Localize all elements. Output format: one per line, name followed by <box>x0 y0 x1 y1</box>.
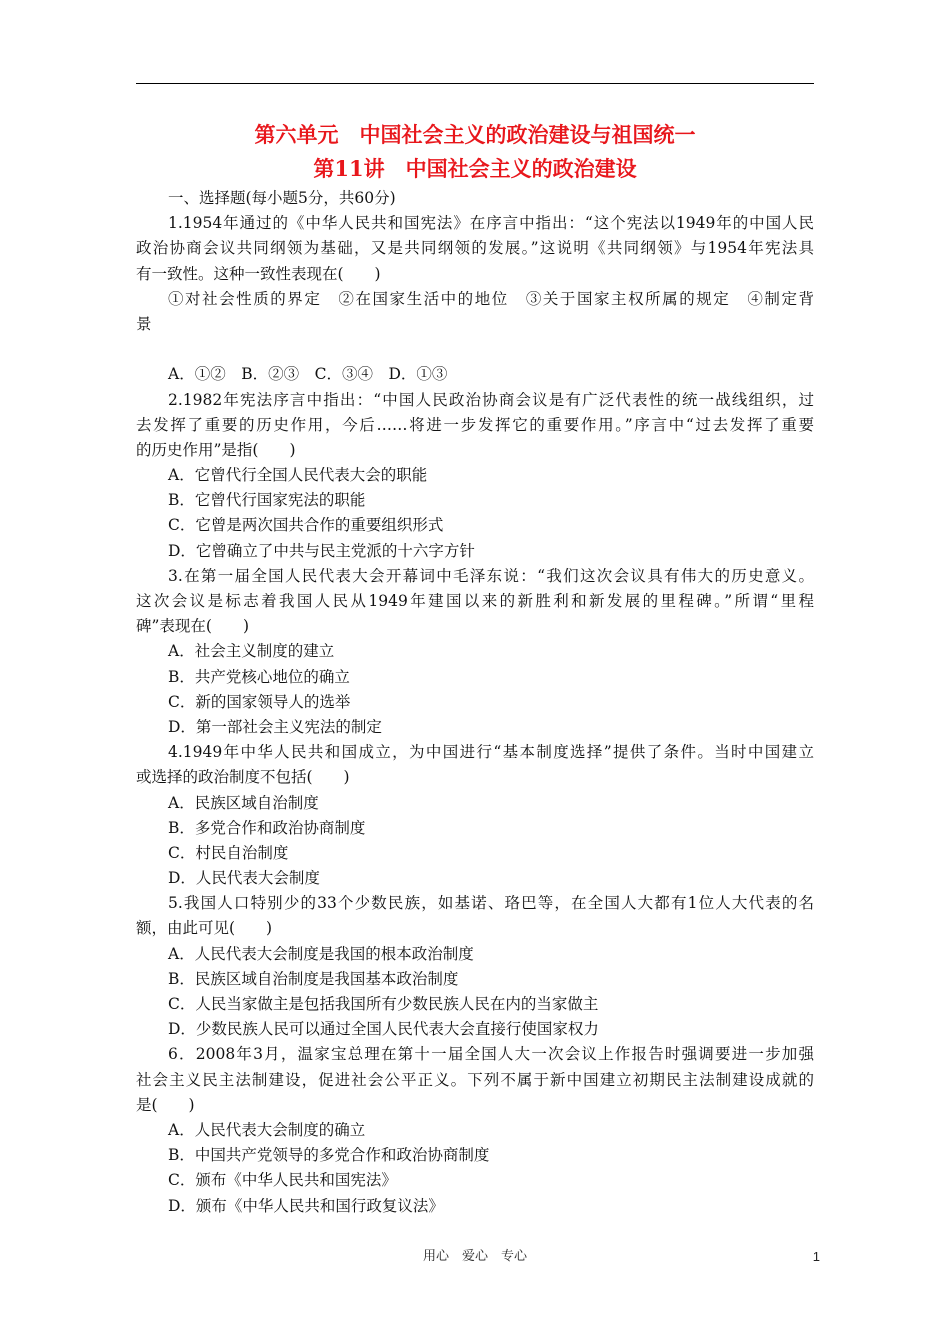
question-stem-line: 6．2008年3月，温家宝总理在第十一届全国人大一次会议上作报告时强调要进一步加强 <box>168 1045 814 1064</box>
option-c: C．村民自治制度 <box>168 843 289 862</box>
section-heading: 一、选择题(每小题5分，共60分) <box>168 189 396 207</box>
option-b: B．它曾代行国家宪法的职能 <box>168 491 366 510</box>
question-2 <box>136 388 814 564</box>
option-a: A．人民代表大会制度的确立 <box>168 1120 366 1139</box>
question-stem-line: 1.1954年通过的《中华人民共和国宪法》在序言中指出：“这个宪法以1949年的中国人民 <box>168 214 814 233</box>
question-items-line: ①对社会性质的界定 ②在国家生活中的地位 ③关于国家主权所属的规定 ④制定背 <box>168 289 814 308</box>
question-stem-line: 5.我国人口特别少的33个少数民族，如基诺、珞巴等，在全国人大都有1位人大代表的名 <box>168 894 814 913</box>
option-a: A．它曾代行全国人民代表大会的职能 <box>168 466 428 485</box>
option-d: D．第一部社会主义宪法的制定 <box>168 717 382 736</box>
question-stem-line: 或选择的政治制度不包括( ) <box>136 768 350 787</box>
option-b: B．多党合作和政治协商制度 <box>168 818 366 837</box>
page-number: 1 <box>812 1249 820 1264</box>
option-c: C．它曾是两次国共合作的重要组织形式 <box>168 516 444 535</box>
option-a: A．社会主义制度的建立 <box>168 642 335 661</box>
option-b: B．中国共产党领导的多党合作和政治协商制度 <box>168 1146 490 1165</box>
question-stem-line: 2.1982年宪法序言中指出：“中国人民政治协商会议是有广泛代表性的统一战线组织，过 <box>168 390 814 409</box>
option-d: D．它曾确立了中共与民主党派的十六字方针 <box>168 541 475 560</box>
option-d: D．人民代表大会制度 <box>168 869 320 888</box>
option-c: C．新的国家领导人的选举 <box>168 692 351 711</box>
option-a: A．人民代表大会制度是我国的根本政治制度 <box>168 944 474 963</box>
question-stem-line: 社会主义民主法制建设，促进社会公平正义。下列不属于新中国建立初期民主法制建设成就的 <box>136 1070 814 1089</box>
option-a: A．民族区域自治制度 <box>168 793 319 812</box>
question-4 <box>136 740 814 891</box>
option-d: D．少数民族人民可以通过全国人民代表大会直接行使国家权力 <box>168 1020 599 1039</box>
option-c: C．颁布《中华人民共和国宪法》 <box>168 1171 397 1190</box>
question-1 <box>136 211 814 387</box>
question-stem-line: 有一致性。这种一致性表现在( ) <box>136 264 381 283</box>
option-c: C．人民当家做主是包括我国所有少数民族人民在内的当家做主 <box>168 995 599 1013</box>
option-b: B．民族区域自治制度是我国基本政治制度 <box>168 969 459 988</box>
question-options-inline: A．①② B．②③ C．③④ D．①③ <box>168 365 448 384</box>
blank-line <box>136 337 814 362</box>
question-stem-line: 3.在第一届全国人民代表大会开幕词中毛泽东说：“我们这次会议具有伟大的历史意义。 <box>168 566 814 585</box>
unit-title: 第六单元 中国社会主义的政治建设与祖国统一 <box>254 122 696 147</box>
question-stem-line: 是( ) <box>136 1095 195 1114</box>
question-stem-line: 额，由此可见( ) <box>136 919 273 938</box>
question-stem-line: 这次会议是标志着我国人民从1949年建国以来的新胜利和新发展的里程碑。”所谓“里程 <box>136 592 814 610</box>
footer-motto: 用心 爱心 专心 <box>422 1249 527 1264</box>
question-6 <box>136 1042 814 1218</box>
question-3 <box>136 564 814 740</box>
option-b: B．共产党核心地位的确立 <box>168 667 350 686</box>
question-content <box>136 186 814 1219</box>
question-stem-line: 4.1949年中华人民共和国成立，为中国进行“基本制度选择”提供了条件。当时中国建立 <box>168 743 814 762</box>
question-stem-line: 政治协商会议共同纲领为基础，又是共同纲领的发展。”这说明《共同纲领》与1954年宪法具 <box>136 239 814 258</box>
question-stem-line: 碑”表现在( ) <box>136 617 250 636</box>
option-d: D．颁布《中华人民共和国行政复议法》 <box>168 1196 444 1215</box>
question-stem-line: 的历史作用”是指( ) <box>136 440 296 459</box>
question-items-line: 景 <box>136 314 152 333</box>
question-stem-line: 去发挥了重要的历史作用，今后……将进一步发挥它的重要作用。”序言中“过去发挥了重要 <box>136 415 814 434</box>
header-rule <box>136 83 814 84</box>
lesson-title: 第11讲 中国社会主义的政治建设 <box>313 156 637 181</box>
question-5 <box>136 891 814 1042</box>
